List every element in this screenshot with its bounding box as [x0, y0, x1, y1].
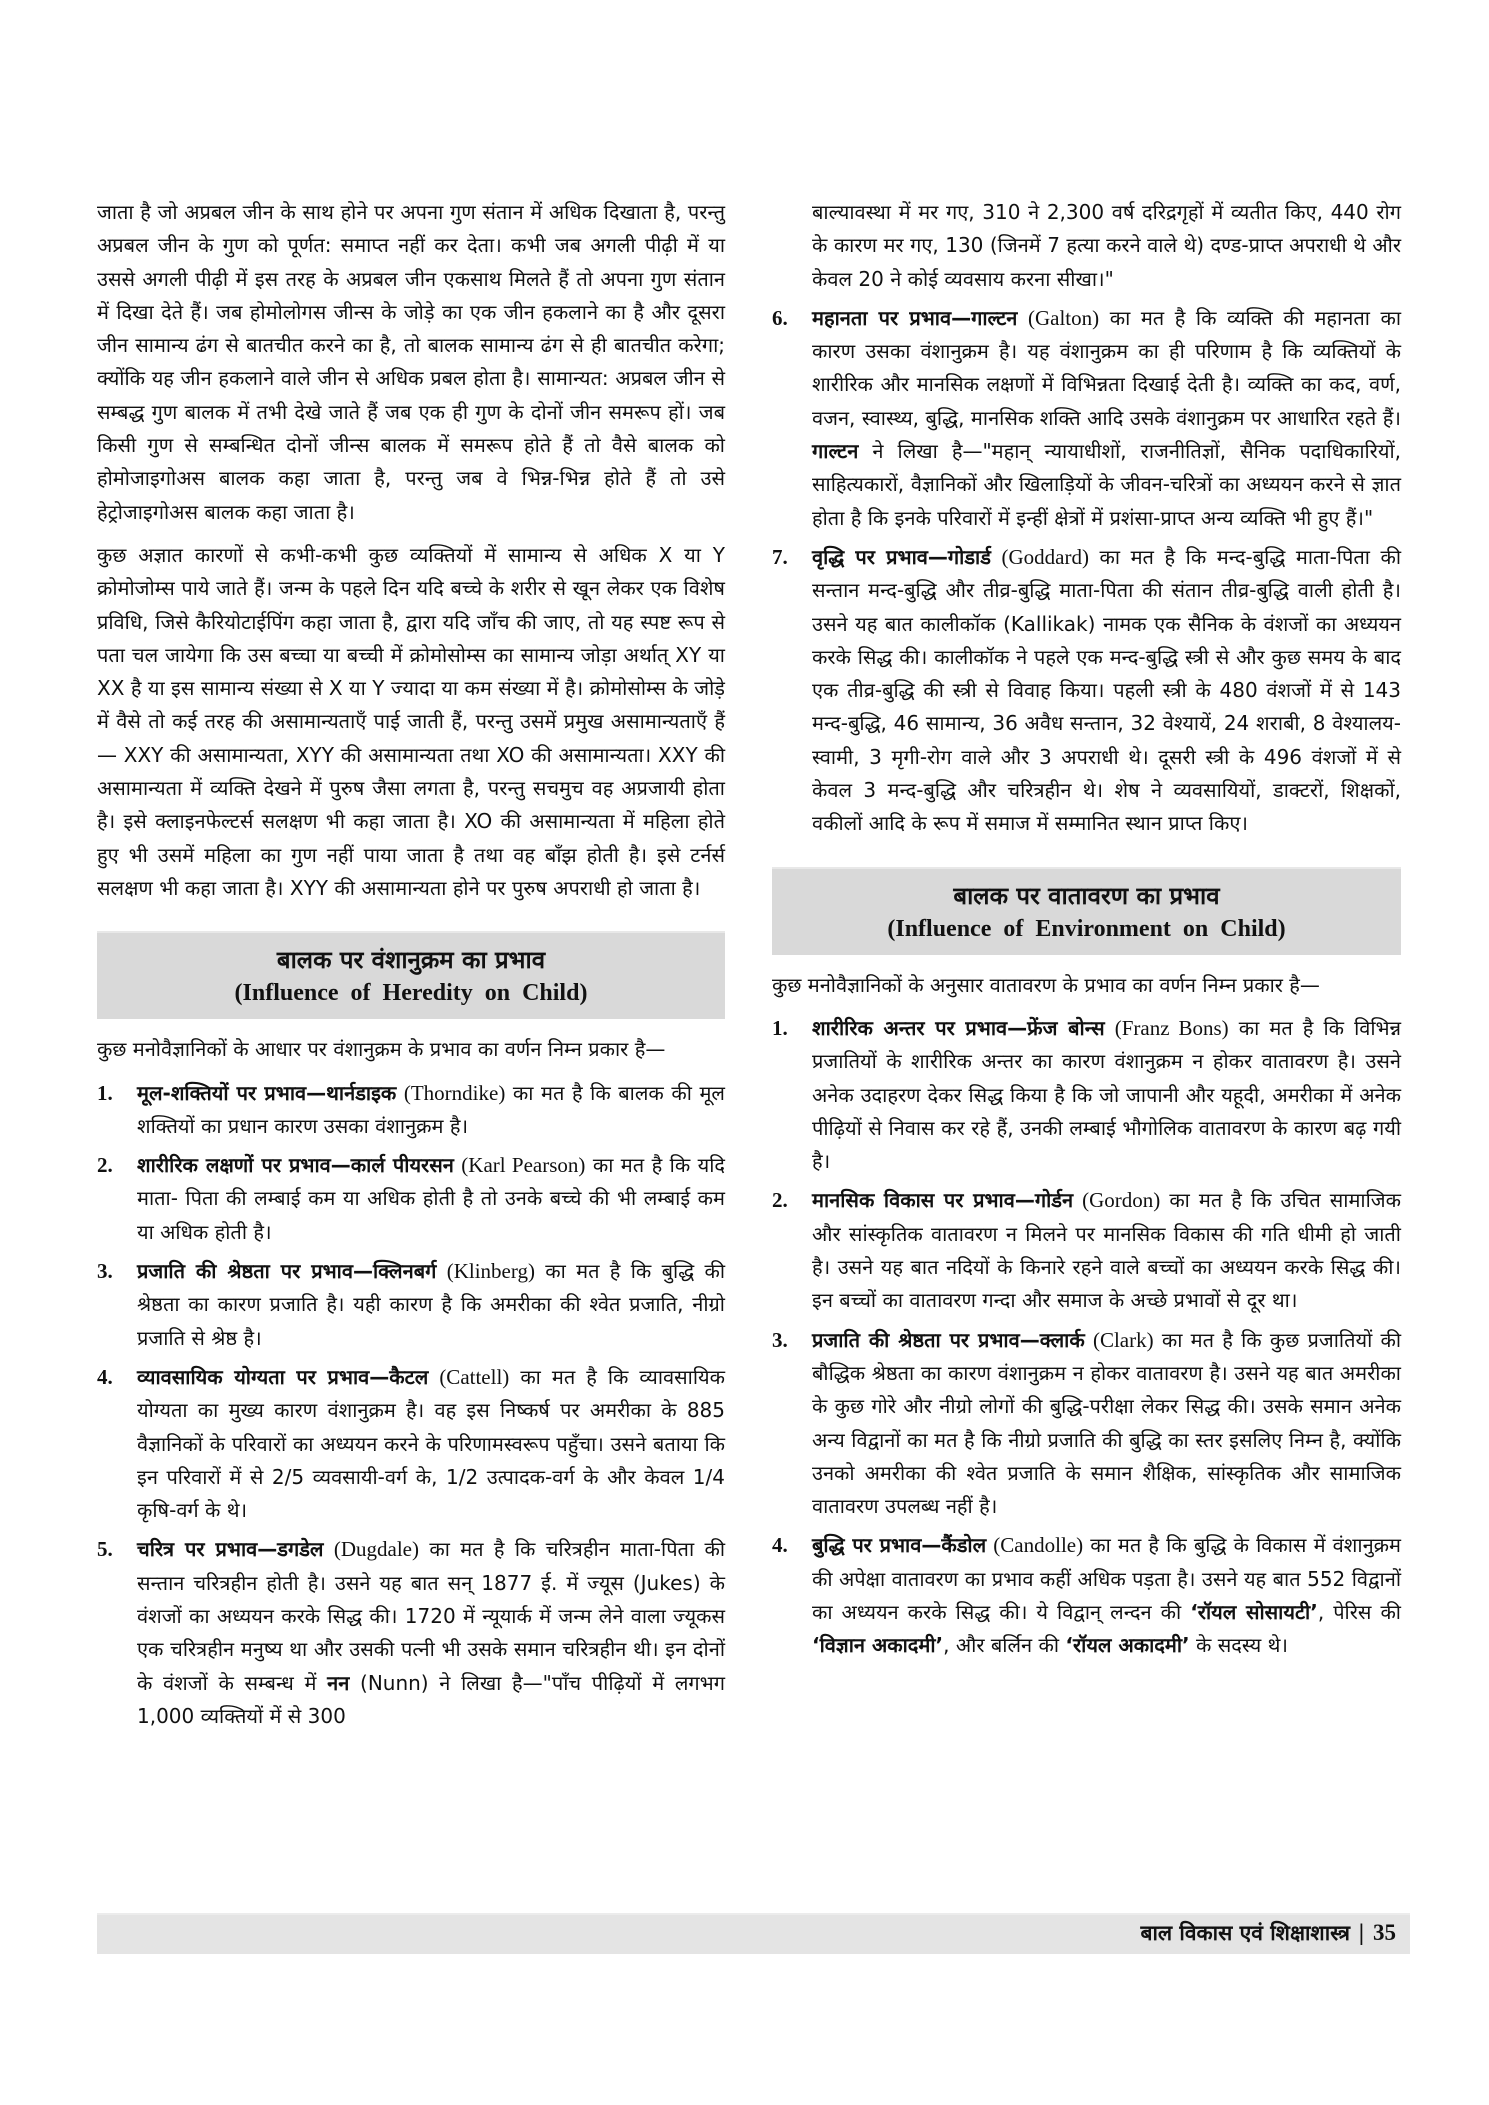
item-text: का मत है कि बुद्धि के विकास में वंशानुक्रम की अपेक्षा वातावरण का प्रभाव कहीं अधिक पड़ता है। उसने यह बात 552 विद्वानों का अध्ययन करके सिद्ध की। ये विद्वान् लन्दन की [812, 1533, 1401, 1624]
item-title: बुद्धि पर प्रभाव—कैंडोल [812, 1533, 987, 1558]
paragraph-dominant-recessive-genes: जाता है जो अप्रबल जीन के साथ होने पर अपना गुण संतान में अधिक दिखाता है, परन्तु अप्रबल जीन के गुण को पूर्णत: समाप्त नहीं कर देता। कभी जब अगली पीढ़ी में या उससे अगली पीढ़ी में इस तरह के अप्रबल जीन एकसाथ मिलते हैं तो अपना गुण संतान में दिखा देते हैं। जब होमोलोगस जीन्स के जोड़े का एक जीन हकलाने का है और दूसरा जीन सामान्य ढंग से बातचीत करने का है, तो बालक सामान्य ढंग से ही बातचीत करेगा; क्योंकि यह जीन हकलाने वाले जीन से अधिक प्रबल होता है। सामान्यत: अप्रबल जीन से सम्बद्ध गुण बालक में तभी देखे जाते हैं जब एक ही गुण के दोनों जीन समरूप हों। जब किसी गुण से सम्बन्धित दोनों जीन्स बालक में समरूप होते हैं तो वैसे बालक को होमोजाइगोअस बालक कहा जाता है, परन्तु जब वे भिन्न-भिन्न होते हैं तो उसे हेट्रोजाइगोअस बालक कहा जाता है। [97, 200, 725, 524]
environment-item-4 [772, 1529, 1401, 1662]
item-text: का मत है कि कुछ प्रजातियों की बौद्धिक श्रेष्ठता का कारण वंशानुक्रम न होकर वातावरण है। उसने यह बात अमरीका के कुछ गोरे और नीग्रो लोगों की बुद्धि-परीक्षा लेकर सिद्ध की। उसके समान अनेक अन्य विद्वानों का मत है कि नीग्रो प्रजाति की बुद्धि का स्तर इसलिए निम्न है, क्योंकि उनको अमरीका की श्वेत प्रजाति के समान शैक्षिक, सांस्कृतिक और सामाजिक वातावरण उपलब्ध नहीं है। [812, 1327, 1402, 1519]
environment-item-1 [772, 1012, 1401, 1178]
item-number: 1. [772, 1015, 788, 1040]
item-title: मूल-शक्तियों पर प्रभाव—थार्नडाइक [137, 1080, 397, 1105]
environment-heading-hindi: बालक पर वातावरण का प्रभाव [953, 881, 1220, 910]
environment-item-2 [772, 1184, 1401, 1317]
item-text: का मत है कि उचित सामाजिक और सांस्कृतिक वातावरण न मिलने पर मानसिक विकास की गति धीमी हो जाती है। उसने यह बात नदियों के किनारे रहने वाले बच्चों का अध्ययन करके सिद्ध की। इन बच्चों का वातावरण गन्दा और समाज के अच्छे प्रभावों से दूर था। [812, 1188, 1401, 1313]
item-title: मानसिक विकास पर प्रभाव—गोर्डन [812, 1188, 1074, 1213]
item-text: बाल्यावस्था में मर गए, 310 ने 2,300 वर्ष दरिद्रगृहों में व्यतीत किए, 440 रोग के कारण मर गए, 130 (जिनमें 7 हत्या करने वाले थे) दण्ड-प्राप्त अपराधी थे और केवल 20 ने कोई व्यवसाय करना सीखा।" [812, 200, 1401, 291]
item-number: 2. [772, 1188, 788, 1213]
paragraph-chromosome-abnormalities: कुछ अज्ञात कारणों से कभी-कभी कुछ व्यक्तियों में सामान्य से अधिक X या Y क्रोमोजोम्स पाये जाते हैं। जन्म के पहले दिन यदि बच्चे के शरीर से खून लेकर एक विशेष प्रविधि, जिसे कैरियोटाईपिंग कहा जाता है, द्वारा यदि जाँच की जाए, तो यह स्पष्ट रूप से पता चल जायेगा कि उस बच्चा या बच्ची में क्रोमोसोम्स का सामान्य जोड़ा अर्थात् XY या XX है या इस सामान्य संख्या से X या Y ज्यादा या कम संख्या में है। क्रोमोसोम्स के जोड़े में वैसे तो कई तरह की असामान्यताएँ पाई जाती हैं, परन्तु उसमें प्रमुख असामान्यताएँ हैं— XXY की असामान्यता, XYY की असामान्यता तथा XO की असामान्यता। XXY की असामान्यता में व्यक्ति देखने में पुरुष जैसा लगता है, परन्तु सचमुच वह अप्रजायी होता है। इसे क्लाइनफेल्टर्स सलक्षण भी कहा जाता है। XO की असामान्यता में महिला होते हुए भी उसमें महिला का गुण नहीं पाया जाता है तथा वह बाँझ होती है। इसे टर्नर्स सलक्षण भी कहा जाता है। XYY की असामान्यता होने पर पुरुष अपराधी हो जाता है। [97, 542, 725, 900]
item-number: 1. [97, 1080, 113, 1105]
item-number: 2. [97, 1153, 113, 1178]
item-bold-name: नन [327, 1670, 350, 1695]
footer-separator: | [1357, 1921, 1365, 1945]
item-author-latin: (Dugdale) [333, 1537, 419, 1562]
page-footer [97, 1913, 1410, 1954]
institution-royal-society: ‘रॉयल सोसायटी’ [1190, 1599, 1318, 1624]
item-text: का मत है कि मन्द-बुद्धि माता-पिता की सन्तान मन्द-बुद्धि और तीव्र-बुद्धि माता-पिता की संतान तीव्र-बुद्धि वाली होती है। उसने यह बात कालीकॉक (Kallikak) नामक एक सैनिक के वंशजों का अध्ययन करके सिद्ध की। कालीकॉक ने पहले एक मन्द-बुद्धि स्त्री से और कुछ समय के बाद एक तीव्र-बुद्धि की स्त्री से विवाह किया। पहली स्त्री के 480 वंशजों में से 143 मन्द-बुद्धि, 46 सामान्य, 36 अवैध सन्तान, 32 वेश्यायें, 24 शराबी, 8 वेश्यालय- स्वामी, 3 मृगी-रोग वाले और 3 अपराधी थे। दूसरी स्त्री के 496 वंशजों में से केवल 3 मन्द-बुद्धि और चरित्रहीन थे। शेष ने व्यवसायियों, डाक्टरों, शिक्षकों, वकीलों आदि के रूप में समाज में सम्मानित स्थान प्राप्त किए। [812, 544, 1402, 836]
footer-text [1140, 1919, 1396, 1947]
heredity-item-2 [97, 1149, 725, 1249]
item-number: 4. [772, 1533, 788, 1558]
heredity-heading-hindi: बालक पर वंशानुक्रम का प्रभाव [276, 946, 546, 975]
heredity-item-4 [97, 1361, 725, 1527]
heredity-item-5 [97, 1533, 725, 1733]
book-title: बाल विकास एवं शिक्षाशास्त्र [1140, 1921, 1350, 1945]
item-text-tail: ने लिखा है—"महान् न्यायाधीशों, राजनीतिज्ञों, सैनिक पदाधिकारियों, साहित्यकारों, वैज्ञानिकों और खिलाड़ियों के जीवन-चरित्रों का अध्ययन करने से ज्ञात होता है कि इनके परिवारों में इन्हीं क्षेत्रों में प्रशंसा-प्राप्त अन्य व्यक्ति भी हुए हैं।" [812, 439, 1401, 530]
item-bold-name: गाल्टन [812, 439, 859, 464]
environment-item-3 [772, 1324, 1401, 1524]
item-author-latin: (Thorndike) [403, 1080, 506, 1105]
item-text: का मत है कि बुद्धि की श्रेष्ठता का कारण प्रजाति है। यही कारण है कि अमरीका की श्वेत प्रजाति, नीग्रो प्रजाति से श्रेष्ठ है। [137, 1259, 726, 1350]
heredity-item-1 [97, 1077, 725, 1144]
heredity-heading-english: (Influence of Heredity on Child) [234, 980, 588, 1007]
item-text: का मत है कि व्यावसायिक योग्यता का मुख्य कारण वंशानुक्रम है। वह इस निष्कर्ष पर अमरीका के 885 वैज्ञानिकों के परिवारों का अध्ययन करने के परिणामस्वरूप पहुँचा। उसने बताया कि इन परिवारों में से 2/5 व्यवसायी-वर्ग के, 1/2 उत्पादक-वर्ग के और केवल 1/4 कृषि-वर्ग के थे। [137, 1364, 725, 1523]
heredity-section-heading [97, 931, 725, 1019]
item-author-latin: (Klinberg) [446, 1259, 535, 1284]
item-text-tail: के सदस्य थे। [1196, 1633, 1288, 1658]
environment-intro: कुछ मनोवैज्ञानिकों के अनुसार वातावरण के प्रभाव का वर्णन निम्न प्रकार है— [772, 972, 1320, 997]
left-column [97, 196, 725, 1739]
item-number: 6. [772, 305, 788, 330]
item-title: शारीरिक लक्षणों पर प्रभाव—कार्ल पीयरसन [137, 1153, 454, 1178]
institution-science-academy: ‘विज्ञान अकादमी’ [812, 1633, 944, 1658]
heredity-item-3 [97, 1255, 725, 1355]
item-author-latin: (Karl Pearson) [461, 1153, 586, 1178]
institution-royal-academy: ‘रॉयल अकादमी’ [1065, 1633, 1190, 1658]
heredity-item-7 [772, 541, 1401, 841]
item-text: का मत है कि व्यक्ति की महानता का कारण उसका वंशानुक्रम है। यह वंशानुक्रम का ही परिणाम है कि व्यक्तियों के शारीरिक और मानसिक लक्षणों में विभिन्नता दिखाई देती है। व्यक्ति का कद, वर्ण, वजन, स्वास्थ्य, बुद्धि, मानसिक शक्ति आदि उसके वंशानुक्रम पर आधारित रहते हैं। [812, 305, 1402, 430]
item-author-latin: (Goddard) [1001, 544, 1089, 569]
item-text: का मत है कि चरित्रहीन माता-पिता की सन्तान चरित्रहीन होती है। उसने यह बात सन् 1877 ई. में ज्यूस (Jukes) के वंशजों का अध्ययन करके सिद्ध की। 1720 में न्यूयार्क में जन्म लेने वाला ज्यूकस एक चरित्रहीन मनुष्य था और उसकी पत्नी भी उसके समान चरित्रहीन थी। इन दोनों के वंशजों के सम्बन्ध में [137, 1537, 726, 1695]
item-author-latin: (Franz Bons) [1114, 1015, 1229, 1040]
item-text-mid: , और बर्लिन की [943, 1633, 1060, 1658]
item-title: व्यावसायिक योग्यता पर प्रभाव—कैटल [137, 1364, 429, 1389]
environment-section-heading [772, 867, 1401, 955]
item-text: का मत है कि विभिन्न प्रजातियों के शारीरिक अन्तर का कारण वंशानुक्रम न होकर वातावरण है। उसने अनेक उदाहरण देकर सिद्ध किया है कि जो जापानी और यहूदी, अमरीका में अनेक पीढ़ियों से निवास कर रहे हैं, उनकी लम्बाई भौगोलिक वातावरण के कारण बढ़ गयी है। [812, 1015, 1402, 1174]
item-title: महानता पर प्रभाव—गाल्टन [812, 305, 1018, 330]
item-text-mid: , पेरिस की [1317, 1599, 1401, 1624]
environment-heading-english: (Influence of Environment on Child) [887, 915, 1286, 942]
item-text: का मत है कि बालक की मूल शक्तियों का प्रधान कारण उसका वंशानुक्रम है। [137, 1080, 725, 1138]
item-number: 5. [97, 1537, 113, 1562]
item-author-latin: (Gordon) [1082, 1188, 1161, 1213]
item-title: प्रजाति की श्रेष्ठता पर प्रभाव—क्लिनबर्ग [137, 1259, 437, 1284]
right-column [772, 196, 1401, 1669]
item-number: 3. [97, 1259, 113, 1284]
item-title: वृद्धि पर प्रभाव—गोडार्ड [812, 544, 991, 569]
item-number: 3. [772, 1327, 788, 1352]
item-author-latin: (Cattell) [439, 1364, 510, 1389]
item-number: 7. [772, 544, 788, 569]
heredity-item-6 [772, 302, 1401, 535]
heredity-item-5-continuation [772, 196, 1401, 296]
item-text: का मत है कि यदि माता- पिता की लम्बाई कम या अधिक होती है तो उनके बच्चे की भी लम्बाई कम या अधिक होती है। [137, 1153, 726, 1244]
item-author-latin: (Candolle) [993, 1533, 1084, 1558]
item-title: चरित्र पर प्रभाव—डगडेल [137, 1537, 324, 1562]
page-number: 35 [1373, 1920, 1396, 1945]
item-author-latin: (Galton) [1027, 305, 1100, 330]
item-title: शारीरिक अन्तर पर प्रभाव—फ्रेंज बोन्स [812, 1015, 1105, 1040]
item-text-tail: (Nunn) ने लिखा है—"पाँच पीढ़ियों में लगभग 1,000 व्यक्तियों में से 300 [137, 1670, 725, 1728]
item-title: प्रजाति की श्रेष्ठता पर प्रभाव—क्लार्क [812, 1327, 1085, 1352]
item-author-latin: (Clark) [1092, 1327, 1154, 1352]
heredity-intro: कुछ मनोवैज्ञानिकों के आधार पर वंशानुक्रम के प्रभाव का वर्णन निम्न प्रकार है— [97, 1037, 666, 1062]
item-number: 4. [97, 1364, 113, 1389]
